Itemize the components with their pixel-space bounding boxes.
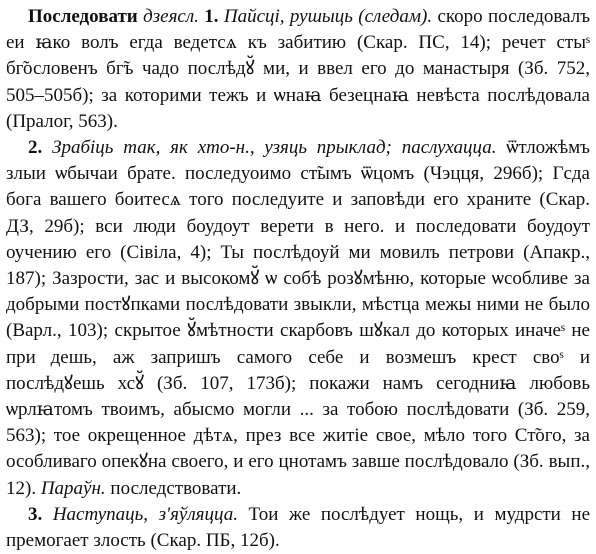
sense-3-definition: Наступаць, з'яўляцца. xyxy=(52,503,238,525)
sense-2-number: 2. xyxy=(28,137,43,159)
sense-2-definition: Зрабіць так, як хто-н., узяць прыклад; паслухацца. xyxy=(52,137,497,159)
sense-1-citations: скоро последовалъ еи ꙗко волъ егда ведетсѧ къ забитию (Скар. ПС, 14); речет стыˢ бг̃ословенъ бг̃ъ чадо послѣдꙋ̆ ми, и ввел его до манастыря (Зб. 752, 505–505б); за которими тежъ и ѡнаꙗ безецнаꙗ невѣста послѣдовала (Пралог, 563). xyxy=(6,6,591,132)
sense-2-citations: ѿтложѣмъ злыи ѡбычаи брате. последуоимо ст̃ымъ ѿцомъ (Чэцця, 296б); Гсда бога вашего боитесѧ того последуите и заповѣди его храните (Скар. ДЗ, 29б); вси люди боудоут верети в него. и последовати боудоут оучению его (Сівіла, 4); Ты послѣдоуй ми мовилъ петрови (Апакр., 187); Зазрости, зас и высокомꙋ̆ ѡ собѣ розꙋмѣню, которые ѡсобливе за добрыми постꙋпками послѣдовати звыкли, мѣстца межы ними не было (Варл., 103); скрытое ꙋ̆мѣтности скарбовъ шꙋкал до которых иначеˢ не приⷥдешь, аж запришъ самого себе и возмешъ крест своˢ и послѣдꙋешь хсꙋ̆ (Зб. 107, 173б); покажи намъ сегодниꙗ любовь ѡрлꙗтомъ твоимъ, абысмо могли ... за тобою послѣдовати (Зб. 259, 563); тое окрещенное дѣтѧ, през все житіе свое, мѣло того Ст̃ого, за особливаго опекꙋна своего, и его цнотамъ завше послѣдовало (Зб. вып., 12). xyxy=(6,137,590,499)
sense-1-paragraph xyxy=(6,4,590,135)
sense-3-paragraph xyxy=(6,502,590,554)
part-of-speech: дзеясл. xyxy=(143,6,199,27)
sense-3-number: 3. xyxy=(28,503,43,525)
sense-1-definition: Пайсці, рушыць (следам). xyxy=(223,6,433,27)
headword: Последовати xyxy=(28,6,138,27)
sense-3-citations: Тои же послѣдует нощь, и мудрсти не премогает злость (Скар. ПБ, 12б). xyxy=(6,503,591,552)
sense-2-paragraph xyxy=(6,135,590,502)
compare-reference: последствовати. xyxy=(110,477,242,499)
compare-label: Параўн. xyxy=(40,477,106,499)
sense-1-number: 1. xyxy=(204,6,219,27)
